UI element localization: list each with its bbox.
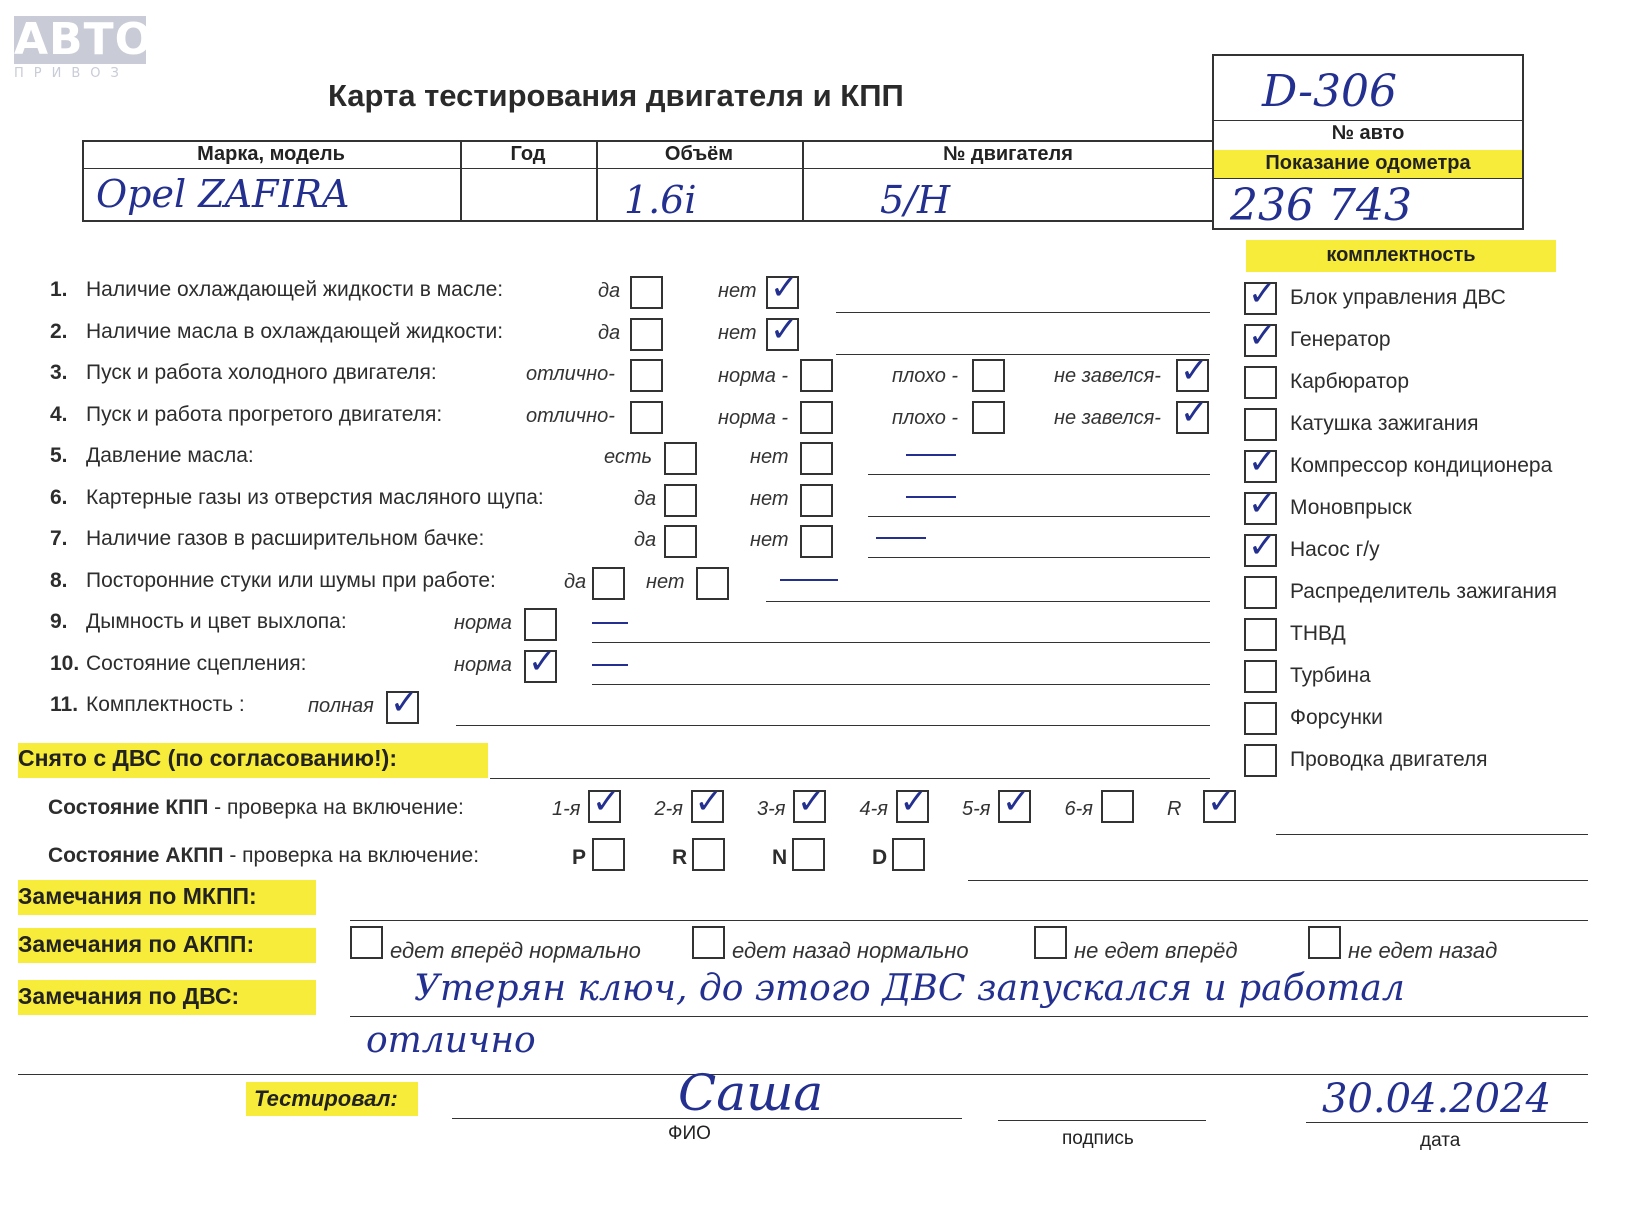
option-label: да	[598, 321, 621, 344]
check-mark-icon: ✓	[1002, 782, 1031, 822]
completeness-checkbox[interactable]	[1244, 660, 1277, 693]
item-number: 8.	[50, 568, 68, 592]
option-checkbox[interactable]	[1176, 351, 1209, 392]
item-label: Дымность и цвет выхлопа:	[86, 610, 347, 633]
gear-checkbox[interactable]	[588, 782, 621, 823]
check-mark-icon: ✓	[1180, 351, 1209, 391]
option-checkbox[interactable]	[800, 401, 833, 434]
dash-mark	[592, 664, 628, 666]
item-number: 6.	[50, 485, 68, 509]
option-label: есть	[604, 446, 653, 468]
tester-name: Саша	[678, 1064, 824, 1122]
akpp-remark-checkbox[interactable]	[692, 926, 725, 959]
option-label: нет	[750, 487, 789, 510]
check-mark-icon: ✓	[1207, 782, 1236, 822]
option-checkbox[interactable]	[630, 359, 663, 392]
check-mark-icon: ✓	[1248, 274, 1277, 314]
logo-main: АВТО	[14, 14, 154, 65]
gear-checkbox[interactable]	[793, 782, 826, 823]
option-label: да	[598, 280, 621, 302]
kpp-label	[48, 796, 464, 820]
value-make-model: Opel ZAFIRA	[96, 172, 350, 216]
option-label: да	[564, 570, 587, 593]
option-checkbox[interactable]	[664, 442, 697, 475]
item-label: Комплектность :	[86, 693, 245, 716]
completeness-label: Карбюратор	[1290, 370, 1410, 393]
gear-label: 3-я	[757, 798, 786, 820]
akpp-mode-label: N	[772, 846, 788, 869]
akpp-mode-checkbox[interactable]	[792, 838, 825, 871]
option-label: не завелся-	[1054, 406, 1161, 429]
completeness-label: Распределитель зажигания	[1290, 580, 1558, 603]
akpp-mode-checkbox[interactable]	[592, 838, 625, 871]
dvs-remarks-line2: отлично	[366, 1020, 536, 1061]
option-checkbox[interactable]	[664, 484, 697, 517]
check-mark-icon: ✓	[1248, 526, 1277, 566]
check-mark-icon: ✓	[528, 641, 557, 682]
akpp-mode-label: R	[672, 846, 688, 869]
completeness-label: Проводка двигателя	[1290, 748, 1488, 771]
akpp-remark-label: не едет вперёд	[1074, 938, 1238, 963]
akpp-remarks-label: Замечания по АКПП:	[18, 931, 255, 957]
option-label: норма	[454, 612, 512, 634]
gear-label: 5-я	[962, 798, 991, 820]
option-checkbox[interactable]	[972, 401, 1005, 434]
completeness-checkbox[interactable]	[1244, 274, 1277, 315]
item-number: 5.	[50, 444, 68, 467]
completeness-checkbox[interactable]	[1244, 744, 1277, 777]
dash-mark	[780, 579, 838, 581]
option-checkbox[interactable]	[800, 442, 833, 475]
item-label: Картерные газы из отверстия масляного щупа:	[86, 485, 544, 509]
page-title: Карта тестирования двигателя и КПП	[328, 78, 904, 113]
completeness-label: Моновпрыск	[1290, 496, 1412, 519]
completeness-label: ТНВД	[1290, 622, 1346, 645]
option-label: нет	[750, 446, 789, 468]
gear-checkbox[interactable]	[896, 782, 929, 823]
item-label: Посторонние стуки или шумы при работе:	[86, 568, 496, 592]
auto-number-label: № авто	[1331, 122, 1405, 144]
item-label: Наличие масла в охлаждающей жидкости:	[86, 319, 504, 343]
option-checkbox[interactable]	[800, 484, 833, 517]
item-number: 10.	[50, 651, 80, 675]
option-checkbox[interactable]	[630, 276, 663, 309]
mkpp-remarks-label: Замечания по МКПП:	[18, 883, 257, 909]
odometer-label: Показание одометра	[1265, 152, 1471, 174]
check-mark-icon: ✓	[899, 782, 928, 822]
gear-label: R	[1167, 798, 1182, 820]
option-label: норма	[454, 653, 512, 676]
check-mark-icon: ✓	[390, 683, 419, 723]
completeness-label: Форсунки	[1290, 706, 1383, 729]
completeness-checkbox[interactable]	[1244, 618, 1277, 651]
option-label: плохо -	[892, 406, 959, 429]
odometer-value: 236 743	[1230, 180, 1412, 231]
option-label: норма -	[718, 406, 789, 429]
option-label: отлично-	[526, 363, 615, 385]
completeness-label: Насос г/у	[1290, 538, 1380, 561]
dash-mark	[876, 537, 926, 539]
item-label: Состояние сцепления:	[86, 651, 307, 675]
check-mark-icon: ✓	[1248, 484, 1277, 524]
item-label: Пуск и работа прогретого двигателя:	[86, 402, 443, 426]
option-checkbox[interactable]	[766, 268, 799, 309]
option-checkbox[interactable]	[800, 359, 833, 392]
tested-label: Тестировал:	[254, 1086, 398, 1111]
completeness-checkbox[interactable]	[1244, 484, 1277, 525]
option-label: плохо -	[892, 365, 959, 387]
item-label: Давление масла:	[86, 444, 254, 467]
option-label: нет	[718, 321, 757, 344]
completeness-checkbox[interactable]	[1244, 408, 1277, 441]
completeness-label: Турбина	[1290, 664, 1371, 687]
option-checkbox[interactable]	[630, 401, 663, 434]
header-make-model: Марка, модель	[197, 143, 345, 165]
check-mark-icon: ✓	[592, 782, 621, 822]
option-label: нет	[646, 570, 685, 593]
check-mark-icon: ✓	[1180, 392, 1209, 433]
completeness-checkbox[interactable]	[1244, 366, 1277, 399]
completeness-label: Генератор	[1290, 328, 1391, 351]
item-number: 2.	[50, 319, 68, 343]
option-label: нет	[718, 280, 757, 302]
akpp-remark-label: едет вперёд нормально	[390, 938, 641, 963]
gear-checkbox[interactable]	[1203, 782, 1236, 823]
item-label: Наличие газов в расширительном бачке:	[86, 527, 485, 550]
header-engine-number: № двигателя	[943, 143, 1073, 165]
gear-label: 6-я	[1064, 798, 1093, 820]
date-value: 30.04.2024	[1322, 1076, 1552, 1122]
check-mark-icon: ✓	[1248, 316, 1277, 356]
completeness-checkbox[interactable]	[1244, 316, 1277, 357]
gear-label: 2-я	[654, 798, 683, 820]
option-label: норма -	[718, 365, 789, 387]
date-label: дата	[1420, 1130, 1461, 1151]
item-number: 9.	[50, 610, 68, 633]
akpp-mode-label: P	[572, 846, 587, 869]
item-label: Пуск и работа холодного двигателя:	[86, 361, 437, 384]
check-mark-icon: ✓	[797, 782, 826, 822]
completeness-label: Компрессор кондиционера	[1290, 454, 1553, 477]
option-checkbox[interactable]	[1176, 392, 1209, 434]
option-checkbox[interactable]	[524, 608, 557, 641]
dash-mark	[592, 622, 628, 624]
completeness-checkbox[interactable]	[1244, 576, 1277, 609]
akpp-label-bold: Состояние АКПП	[48, 844, 224, 867]
value-volume: 1.6i	[624, 178, 697, 222]
option-label: да	[634, 487, 657, 510]
option-checkbox[interactable]	[592, 567, 625, 600]
option-checkbox[interactable]	[766, 309, 799, 351]
auto-number-value: D-306	[1262, 66, 1397, 117]
item-number: 4.	[50, 402, 68, 426]
akpp-mode-checkbox[interactable]	[692, 838, 725, 871]
option-checkbox[interactable]	[696, 567, 729, 600]
akpp-remark-label: едет назад нормально	[732, 938, 969, 963]
dvs-remarks-label: Замечания по ДВС:	[18, 983, 240, 1009]
akpp-remark-checkbox[interactable]	[350, 926, 383, 959]
item-number: 11.	[50, 693, 79, 716]
option-label: не завелся-	[1054, 365, 1161, 387]
akpp-remark-checkbox[interactable]	[1034, 926, 1067, 959]
option-checkbox[interactable]	[630, 318, 663, 351]
option-checkbox[interactable]	[972, 359, 1005, 392]
logo	[14, 14, 154, 81]
check-mark-icon: ✓	[1248, 442, 1277, 482]
gear-checkbox[interactable]	[691, 782, 724, 823]
akpp-remark-checkbox[interactable]	[1308, 926, 1341, 959]
item-number: 7.	[50, 527, 68, 550]
gear-label: 1-я	[552, 798, 581, 820]
completeness-checkbox[interactable]	[1244, 702, 1277, 735]
dash-mark	[906, 454, 956, 456]
completeness-label: Блок управления ДВС	[1290, 286, 1506, 309]
gear-checkbox[interactable]	[1101, 790, 1134, 823]
gear-checkbox[interactable]	[998, 782, 1031, 823]
akpp-mode-label: D	[872, 846, 888, 869]
option-label: отлично-	[526, 404, 615, 427]
removed-label: Снято с ДВС (по согласованию!):	[18, 745, 397, 771]
check-mark-icon: ✓	[770, 309, 799, 350]
completeness-label: Катушка зажигания	[1290, 412, 1479, 435]
dash-mark	[906, 496, 956, 498]
completeness-title: комплектность	[1326, 244, 1476, 266]
option-label: да	[634, 529, 657, 551]
option-checkbox[interactable]	[664, 525, 697, 558]
signature-label: подпись	[1062, 1128, 1134, 1149]
akpp-mode-checkbox[interactable]	[892, 838, 925, 871]
option-checkbox[interactable]	[524, 641, 557, 683]
option-label: нет	[750, 529, 789, 551]
option-checkbox[interactable]	[800, 525, 833, 558]
option-checkbox[interactable]	[386, 683, 419, 724]
header-volume: Объём	[664, 143, 734, 165]
kpp-label-rest: - проверка на включение:	[208, 796, 464, 819]
kpp-label-bold: Состояние КПП	[48, 796, 209, 819]
akpp-label	[48, 844, 479, 868]
gear-label: 4-я	[859, 798, 888, 820]
check-mark-icon: ✓	[694, 782, 723, 822]
akpp-remark-label: не едет назад	[1348, 938, 1498, 963]
check-mark-icon: ✓	[770, 268, 799, 308]
logo-sub: ПРИВОЗ	[14, 66, 129, 81]
item-number: 3.	[50, 361, 68, 384]
dvs-remarks-line1: Утерян ключ, до этого ДВС запускался и работал	[414, 968, 1405, 1009]
fio-label: ФИО	[668, 1123, 711, 1144]
completeness-checkbox[interactable]	[1244, 526, 1277, 567]
item-number: 1.	[50, 278, 68, 301]
option-label: полная	[308, 695, 374, 717]
completeness-checkbox[interactable]	[1244, 442, 1277, 483]
header-year: Год	[510, 143, 546, 165]
akpp-label-rest: - проверка на включение:	[223, 844, 480, 867]
item-label: Наличие охлаждающей жидкости в масле:	[86, 278, 504, 301]
value-engine-number: 5/H	[880, 178, 951, 222]
